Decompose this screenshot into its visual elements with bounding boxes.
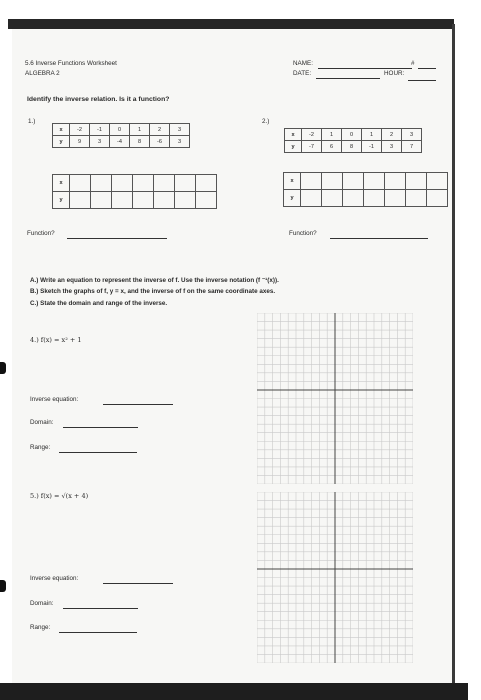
problem-2-number: 2.) [262, 118, 270, 125]
answer-cell[interactable] [427, 190, 448, 207]
problem-2-inverse-table[interactable] [283, 172, 448, 207]
date-blank[interactable] [316, 78, 380, 79]
table-row [53, 192, 217, 209]
x-cell: 2 [382, 129, 402, 141]
answer-cell[interactable] [343, 190, 364, 207]
y-cell: 8 [130, 136, 150, 148]
table-row [285, 141, 422, 153]
x-cell: 1 [130, 124, 150, 136]
table-row [284, 173, 448, 190]
x-cell: 3 [402, 129, 422, 141]
problem-4-domain-blank[interactable] [63, 427, 138, 428]
answer-cell[interactable] [70, 192, 91, 209]
binder-hole-mark [0, 362, 6, 374]
table-row [53, 175, 217, 192]
y-header: y [285, 141, 302, 153]
answer-cell[interactable] [364, 190, 385, 207]
y-cell: 3 [382, 141, 402, 153]
problem-5-coordinate-grid[interactable] [257, 492, 413, 663]
answer-cell[interactable] [112, 175, 133, 192]
right-page-edge [452, 24, 455, 686]
answer-cell[interactable] [301, 190, 322, 207]
x-header: x [284, 173, 301, 190]
x-cell: 3 [170, 124, 190, 136]
problem-4-equation: 4.) f(x) = x² + 1 [30, 336, 82, 344]
x-cell: -1 [90, 124, 110, 136]
problem-2-function-blank[interactable] [330, 238, 428, 239]
problem-5-range-blank[interactable] [59, 632, 137, 633]
answer-cell[interactable] [364, 173, 385, 190]
problem-4-inverse-blank[interactable] [103, 404, 173, 405]
x-cell: 0 [110, 124, 130, 136]
table-row [53, 124, 190, 136]
answer-cell[interactable] [154, 192, 175, 209]
table-row [284, 190, 448, 207]
problem-1-function-label: Function? [27, 230, 55, 237]
x-header: x [285, 129, 302, 141]
answer-cell[interactable] [301, 173, 322, 190]
answer-cell[interactable] [175, 175, 196, 192]
problem-5-range-label: Range: [30, 624, 51, 631]
answer-cell[interactable] [343, 173, 364, 190]
table-row [53, 136, 190, 148]
instructions-heading: Identify the inverse relation. Is it a function? [27, 96, 170, 103]
y-cell: 9 [70, 136, 90, 148]
problem-1-inverse-table[interactable] [52, 174, 217, 209]
answer-cell[interactable] [427, 173, 448, 190]
y-cell: -6 [150, 136, 170, 148]
y-cell: 3 [170, 136, 190, 148]
answer-cell[interactable] [70, 175, 91, 192]
answer-cell[interactable] [406, 173, 427, 190]
top-shadow-bar [8, 19, 454, 29]
problem-5-inverse-label: Inverse equation: [30, 575, 79, 582]
answer-cell[interactable] [133, 175, 154, 192]
bottom-shadow-bar [0, 683, 468, 700]
x-cell: 1 [362, 129, 382, 141]
answer-cell[interactable] [322, 190, 343, 207]
y-cell: 7 [402, 141, 422, 153]
answer-cell[interactable] [196, 175, 217, 192]
x-cell: -2 [70, 124, 90, 136]
problem-5-inverse-blank[interactable] [103, 583, 173, 584]
problem-4-inverse-label: Inverse equation: [30, 396, 79, 403]
problem-5-domain-blank[interactable] [63, 608, 138, 609]
y-header: y [53, 192, 70, 209]
answer-cell[interactable] [196, 192, 217, 209]
answer-cell[interactable] [154, 175, 175, 192]
y-header: y [53, 136, 70, 148]
x-header: x [53, 175, 70, 192]
x-cell: -2 [302, 129, 322, 141]
problem-1-table [52, 123, 190, 148]
direction-c: C.) State the domain and range of the inverse. [30, 300, 168, 307]
answer-cell[interactable] [406, 190, 427, 207]
y-cell: 3 [90, 136, 110, 148]
x-cell: 0 [342, 129, 362, 141]
problem-4-range-blank[interactable] [59, 452, 137, 453]
problem-4-domain-label: Domain: [30, 419, 54, 426]
problem-2-function-label: Function? [289, 230, 317, 237]
y-cell: 8 [342, 141, 362, 153]
name-blank[interactable] [318, 68, 412, 69]
answer-cell[interactable] [112, 192, 133, 209]
problem-1-number: 1.) [28, 118, 36, 125]
x-cell: 1 [322, 129, 342, 141]
hour-label: HOUR: [384, 70, 405, 77]
y-cell: -4 [110, 136, 130, 148]
direction-b: B.) Sketch the graphs of f, y = x, and the inverse of f on the same coordinate axes. [30, 288, 276, 295]
number-label: # [411, 60, 415, 67]
x-cell: 2 [150, 124, 170, 136]
name-label: NAME: [293, 60, 313, 67]
problem-4-range-label: Range: [30, 444, 51, 451]
y-cell: -7 [302, 141, 322, 153]
problem-1-function-blank[interactable] [67, 238, 167, 239]
answer-cell[interactable] [385, 190, 406, 207]
answer-cell[interactable] [175, 192, 196, 209]
date-label: DATE: [293, 70, 312, 77]
answer-cell[interactable] [133, 192, 154, 209]
y-header: y [284, 190, 301, 207]
y-cell: -1 [362, 141, 382, 153]
problem-5-domain-label: Domain: [30, 600, 54, 607]
table-row [285, 129, 422, 141]
problem-2-table [284, 128, 422, 153]
binder-hole-mark [0, 580, 6, 592]
problem-4-coordinate-grid[interactable] [257, 313, 413, 484]
course-name: ALGEBRA 2 [25, 70, 60, 77]
worksheet-title: 5.6 Inverse Functions Worksheet [25, 60, 117, 67]
answer-cell[interactable] [91, 175, 112, 192]
x-header: x [53, 124, 70, 136]
problem-5-equation: 5.) f(x) = √(x + 4) [30, 492, 89, 500]
answer-cell[interactable] [385, 173, 406, 190]
y-cell: 6 [322, 141, 342, 153]
direction-a: A.) Write an equation to represent the inverse of f. Use the inverse notation (f ⁻¹(x)). [30, 277, 279, 284]
answer-cell[interactable] [322, 173, 343, 190]
number-blank[interactable] [418, 68, 436, 69]
answer-cell[interactable] [91, 192, 112, 209]
hour-blank[interactable] [408, 80, 436, 81]
